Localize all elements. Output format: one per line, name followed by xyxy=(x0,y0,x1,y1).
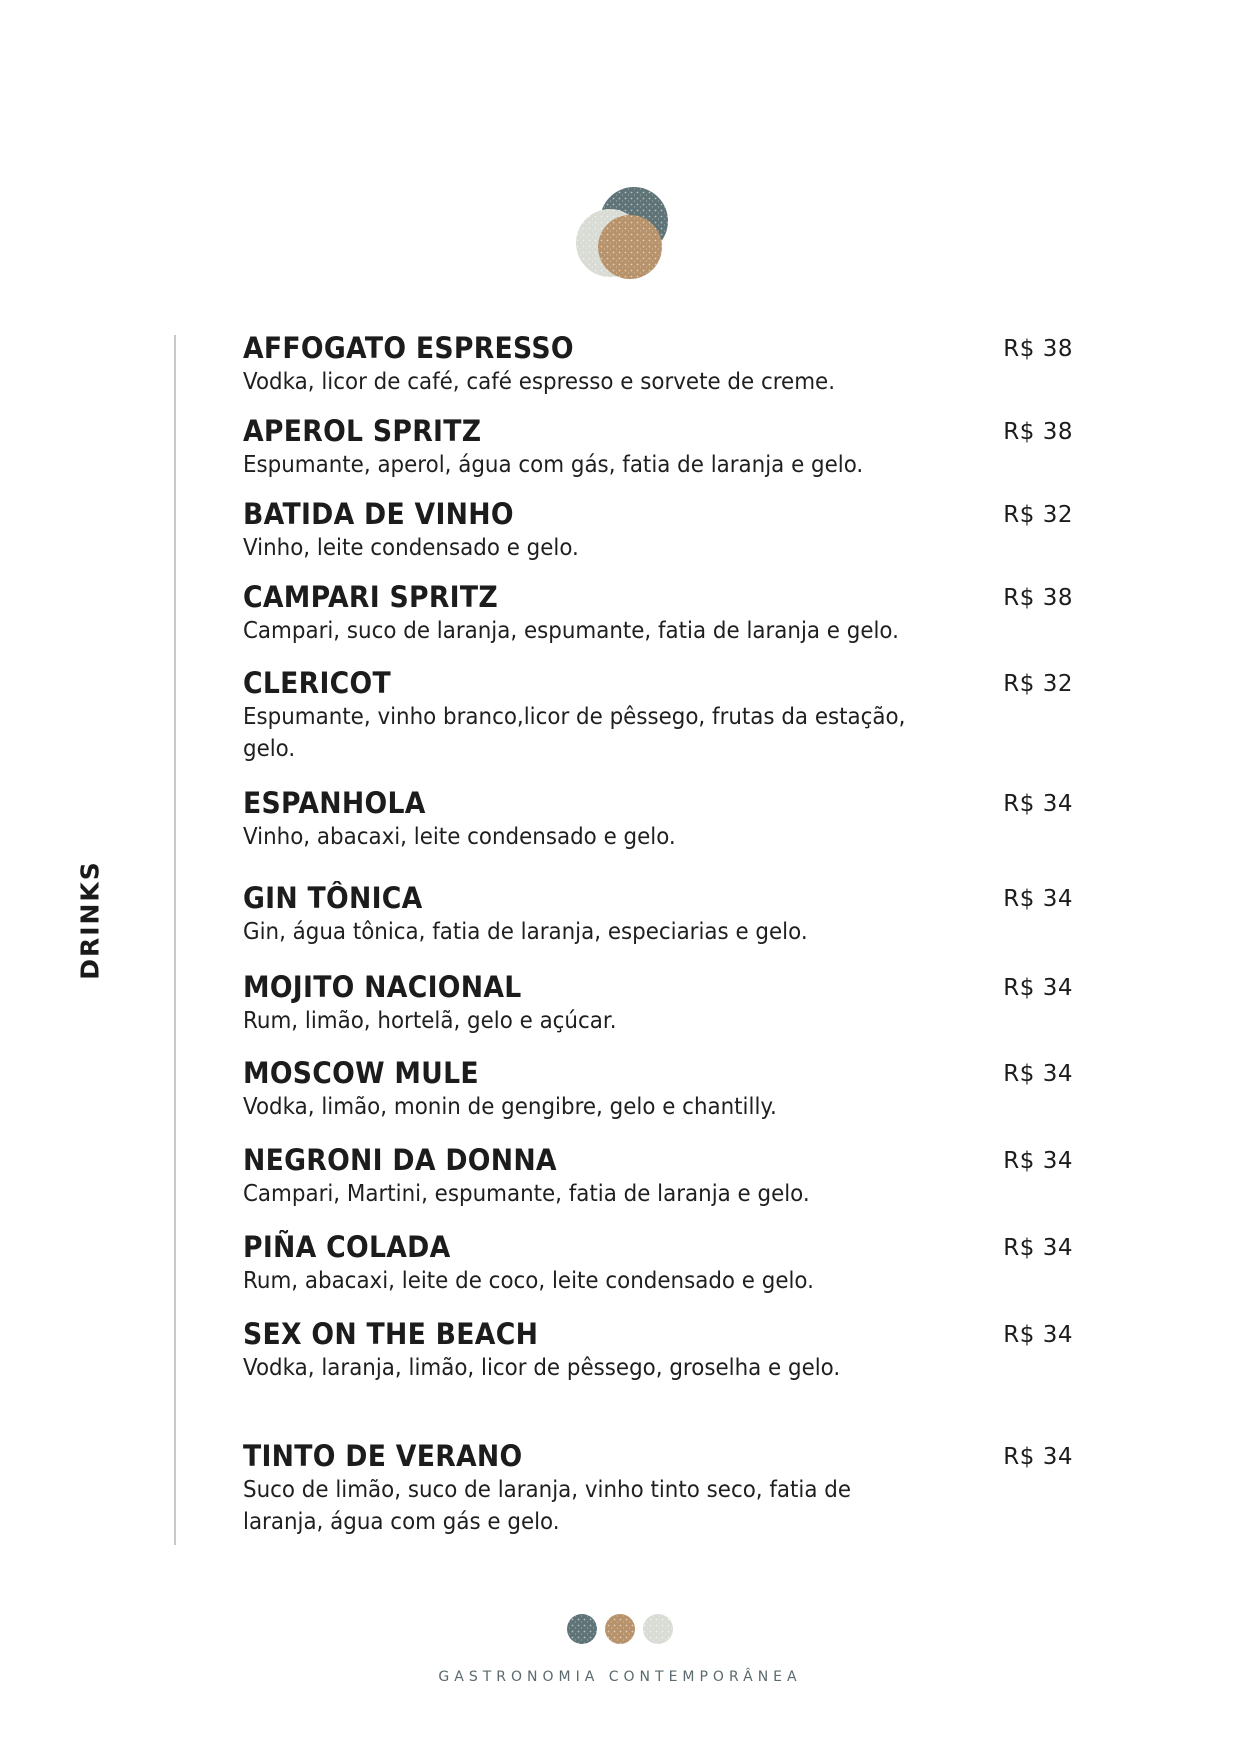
brand-logo-icon xyxy=(570,185,678,293)
item-price: R$ 32 xyxy=(1003,671,1073,697)
item-name: CLERICOT xyxy=(243,666,391,700)
menu-item xyxy=(243,1229,1073,1297)
item-name: AFFOGATO ESPRESSO xyxy=(243,331,574,365)
item-description: Vodka, limão, monin de gengibre, gelo e chantilly. xyxy=(243,1094,777,1120)
menu-item xyxy=(243,880,1073,948)
item-name: TINTO DE VERANO xyxy=(243,1439,523,1473)
item-price: R$ 34 xyxy=(1003,1061,1073,1087)
item-name: PIÑA COLADA xyxy=(243,1230,451,1264)
item-price: R$ 34 xyxy=(1003,886,1073,912)
item-price: R$ 34 xyxy=(1003,791,1073,817)
item-price: R$ 34 xyxy=(1003,1322,1073,1348)
menu-item xyxy=(243,1055,1073,1123)
item-description: Suco de limão, suco de laranja, vinho tinto seco, fatia de laranja, água com gás e gelo. xyxy=(243,1477,852,1535)
menu-item xyxy=(243,1438,1073,1538)
item-name: BATIDA DE VINHO xyxy=(243,497,514,531)
menu-item xyxy=(243,413,1073,481)
item-name: ESPANHOLA xyxy=(243,786,426,820)
menu-item xyxy=(243,1316,1073,1384)
item-description: Campari, suco de laranja, espumante, fatia de laranja e gelo. xyxy=(243,618,899,644)
item-description: Vodka, licor de café, café espresso e sorvete de creme. xyxy=(243,369,836,395)
menu-item xyxy=(243,330,1073,398)
item-name: CAMPARI SPRITZ xyxy=(243,580,498,614)
item-name: SEX ON THE BEACH xyxy=(243,1317,539,1351)
item-price: R$ 34 xyxy=(1003,1444,1073,1470)
item-price: R$ 34 xyxy=(1003,1148,1073,1174)
menu-item xyxy=(243,579,1073,647)
item-name: APEROL SPRITZ xyxy=(243,414,482,448)
item-name: MOSCOW MULE xyxy=(243,1056,479,1090)
section-title: DRINKS xyxy=(75,860,105,980)
brand-mini-logo-icon xyxy=(565,1612,675,1646)
menu-item xyxy=(243,1142,1073,1210)
item-price: R$ 38 xyxy=(1003,585,1073,611)
item-price: R$ 34 xyxy=(1003,975,1073,1001)
section-divider-line xyxy=(174,335,176,1545)
item-description: Espumante, aperol, água com gás, fatia de laranja e gelo. xyxy=(243,452,864,478)
menu-item xyxy=(243,785,1073,853)
item-price: R$ 32 xyxy=(1003,502,1073,528)
item-name: NEGRONI DA DONNA xyxy=(243,1143,557,1177)
item-description: Campari, Martini, espumante, fatia de laranja e gelo. xyxy=(243,1181,810,1207)
menu-item xyxy=(243,496,1073,564)
item-description: Gin, água tônica, fatia de laranja, especiarias e gelo. xyxy=(243,919,808,945)
item-description: Vinho, leite condensado e gelo. xyxy=(243,535,579,561)
item-description: Vodka, laranja, limão, licor de pêssego, groselha e gelo. xyxy=(243,1355,841,1381)
item-price: R$ 34 xyxy=(1003,1235,1073,1261)
brand-tagline: GASTRONOMIA CONTEMPORÂNEA xyxy=(438,1669,802,1685)
item-price: R$ 38 xyxy=(1003,419,1073,445)
item-price: R$ 38 xyxy=(1003,336,1073,362)
item-name: MOJITO NACIONAL xyxy=(243,970,522,1004)
item-description: Rum, abacaxi, leite de coco, leite condensado e gelo. xyxy=(243,1268,814,1294)
item-description: Vinho, abacaxi, leite condensado e gelo. xyxy=(243,824,676,850)
item-description: Rum, limão, hortelã, gelo e açúcar. xyxy=(243,1008,617,1034)
menu-item xyxy=(243,665,1073,765)
item-description: Espumante, vinho branco,licor de pêssego, frutas da estação, gelo. xyxy=(243,704,906,762)
menu-item xyxy=(243,969,1073,1037)
item-name: GIN TÔNICA xyxy=(243,881,423,915)
